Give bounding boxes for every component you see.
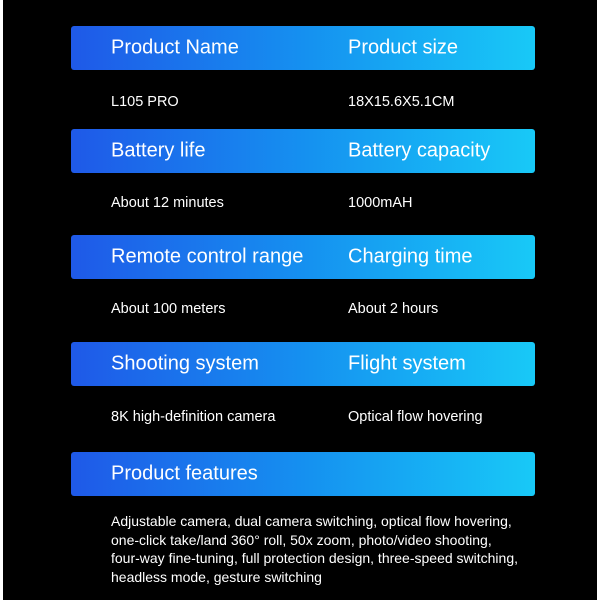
header-band-battery — [71, 129, 535, 173]
header-band-systems — [71, 342, 535, 386]
value-charging-time: About 2 hours — [348, 301, 439, 317]
header-band-features — [71, 452, 535, 496]
value-remote-range: About 100 meters — [111, 301, 226, 317]
value-battery-capacity: 1000mAH — [348, 195, 413, 211]
value-product-name: L105 PRO — [111, 94, 179, 110]
label-battery-life: Battery life — [111, 139, 206, 162]
value-battery-life: About 12 minutes — [111, 195, 224, 211]
features-text: Adjustable camera, dual camera switching, optical flow hovering, one-click take/land 360° roll, 50x zoom, photo/video shooting, four-way fine-tuning, full protection design, three-speed switching, headless mode, gesture switching — [111, 513, 518, 585]
label-charging-time: Charging time — [348, 245, 473, 268]
header-band-product — [71, 26, 535, 70]
label-flight-system: Flight system — [348, 352, 466, 375]
value-product-size: 18X15.6X5.1CM — [348, 94, 455, 110]
label-remote-range: Remote control range — [111, 245, 304, 268]
label-battery-capacity: Battery capacity — [348, 139, 491, 162]
value-shooting-system: 8K high-definition camera — [111, 409, 276, 425]
label-product-features: Product features — [111, 462, 258, 485]
label-shooting-system: Shooting system — [111, 352, 259, 375]
value-flight-system: Optical flow hovering — [348, 409, 483, 425]
label-product-name: Product Name — [111, 36, 239, 59]
header-band-remote — [71, 235, 535, 279]
label-product-size: Product size — [348, 36, 459, 59]
